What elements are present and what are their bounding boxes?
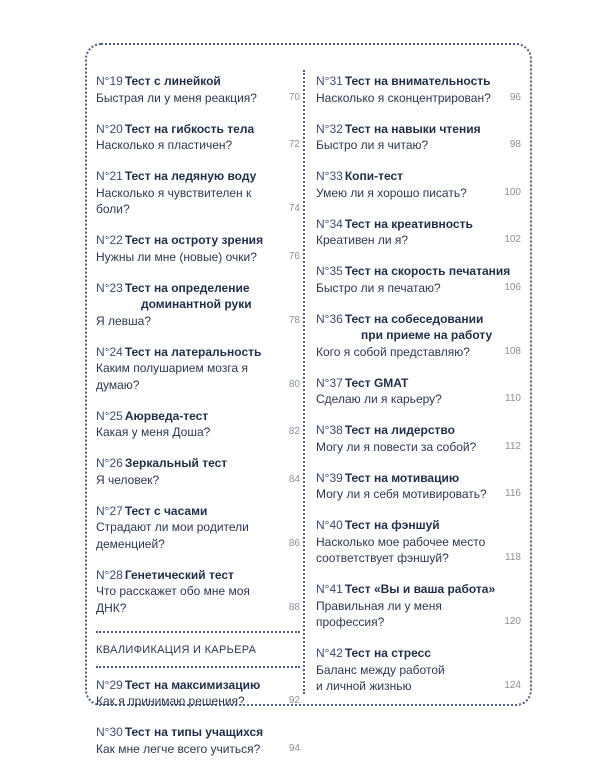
toc-entry-number: N°29 [96, 677, 123, 692]
toc-entry[interactable] [316, 121, 521, 154]
toc-entry-number: N°22 [96, 233, 123, 247]
toc-entry-subtitle: и личной жизнью [316, 679, 412, 693]
toc-entry-page-number: 124 [504, 680, 521, 691]
toc-entry-title-text: Тест GMAT [344, 375, 409, 390]
toc-entry-subtitle: Каким полушарием мозга я думаю? [96, 361, 248, 392]
section-heading: КВАЛИФИКАЦИЯ И КАРЬЕРА [96, 643, 257, 656]
toc-entry[interactable] [316, 375, 521, 408]
toc-entry-page-number: 72 [288, 139, 300, 150]
toc-entry-page-number: 88 [288, 601, 300, 613]
toc-entry-subtitle: Страдают ли мои родители деменцией? [96, 520, 249, 551]
toc-entry-title-text: Тест на лидерство [344, 423, 455, 437]
toc-entry-number: N°25 [96, 408, 123, 423]
section-rule-top [96, 631, 300, 633]
toc-entry-page-number: 96 [509, 91, 521, 103]
toc-entry-title [316, 375, 521, 392]
toc-left-column [96, 73, 300, 772]
toc-entry-subtitle: Умею ли я хорошо писать? [316, 185, 467, 200]
toc-entry-title-text: Тест на внимательность [344, 74, 491, 88]
toc-entry-subtitle: Я левша? [96, 313, 152, 328]
toc-entry-number: N°23 [96, 280, 123, 295]
toc-entry-number: N°39 [316, 470, 343, 485]
toc-entry[interactable] [316, 216, 521, 249]
toc-entry[interactable] [316, 517, 521, 567]
toc-entry-page-number: 80 [288, 378, 300, 390]
toc-entry-title [316, 121, 521, 138]
toc-entry[interactable] [96, 232, 300, 265]
toc-entry-page-number: 106 [504, 281, 521, 293]
toc-left-list [96, 73, 300, 616]
toc-entry-number: N°27 [96, 503, 123, 518]
toc-entry-page-number: 78 [288, 314, 300, 326]
toc-entry[interactable] [96, 280, 300, 330]
toc-entry-page-number: 86 [288, 537, 300, 549]
toc-entry-page-number: 94 [288, 742, 300, 754]
toc-entry[interactable] [96, 724, 300, 757]
toc-entry-subtitle: Как мне легче всего учиться? [96, 741, 261, 756]
toc-entry-title-text: Тест на определение [124, 280, 250, 295]
toc-entry-title [96, 168, 300, 185]
toc-entry-title [96, 455, 300, 472]
toc-entry-number: N°31 [316, 74, 343, 88]
toc-entry[interactable] [316, 73, 521, 106]
toc-entry[interactable] [96, 344, 300, 394]
toc-entry-page-number: 98 [509, 139, 521, 150]
toc-entry-title-continuation: доминантной руки [141, 297, 252, 311]
toc-entry-title [96, 121, 300, 138]
toc-entry-title-text: Тест с часами [124, 503, 208, 518]
toc-entry-subtitle: Быстро ли я печатаю? [316, 280, 441, 295]
toc-entry-title-text: Тест на фэншуй [344, 518, 440, 532]
toc-entry-title [316, 216, 521, 233]
toc-entry-subtitle: Насколько я пластичен? [96, 138, 233, 152]
toc-entry-title [316, 470, 521, 487]
toc-entry[interactable] [96, 503, 300, 553]
toc-entry-title [316, 422, 521, 439]
toc-entry-title-text: Тест на стресс [344, 646, 431, 660]
toc-entry-subtitle: Как я принимаю решения? [96, 694, 245, 708]
toc-entry-number: N°30 [96, 725, 123, 739]
section-rule-bottom [96, 666, 300, 668]
toc-entry[interactable] [96, 455, 300, 488]
toc-entry-subtitle: соответствует фэншуй? [316, 551, 449, 565]
toc-entry-number: N°20 [96, 121, 123, 136]
toc-entry[interactable] [316, 470, 521, 503]
toc-left-list-after [96, 677, 300, 758]
toc-right-list [316, 73, 521, 695]
toc-entry-subtitle: Сделаю ли я карьеру? [316, 392, 442, 406]
toc-entry-page-number: 84 [288, 473, 300, 485]
toc-entry-title-text: Копи-тест [344, 169, 404, 183]
toc-entry-subtitle: Какая у меня Доша? [96, 425, 211, 439]
toc-entry-subtitle: Баланс между работой [316, 662, 445, 677]
toc-entry-title-text: Тест на латеральность [124, 344, 262, 359]
toc-entry-number: N°42 [316, 646, 343, 660]
toc-entry[interactable] [96, 168, 300, 218]
toc-entry-page-number: 82 [288, 426, 300, 437]
toc-entry-title [316, 73, 521, 90]
toc-entry-number: N°21 [96, 169, 123, 183]
toc-entry[interactable] [316, 645, 521, 695]
toc-entry-title [96, 724, 300, 741]
toc-entry-title-text: Зеркальный тест [124, 456, 228, 470]
toc-entry-number: N°41 [316, 582, 343, 596]
toc-entry-page-number: 70 [288, 91, 300, 103]
toc-entry-title-continuation: при приеме на работу [361, 328, 493, 342]
toc-entry-number: N°40 [316, 518, 343, 532]
toc-entry-number: N°28 [96, 567, 123, 582]
toc-entry-page-number: 92 [288, 695, 300, 706]
toc-entry[interactable] [316, 581, 521, 631]
toc-entry-number: N°38 [316, 423, 343, 437]
toc-entry-title-text: Тест на навыки чтения [344, 121, 481, 136]
toc-entry-subtitle: Могу ли я себя мотивировать? [316, 487, 487, 501]
toc-entry-subtitle: Я человек? [96, 472, 160, 487]
toc-entry-number: N°19 [96, 74, 123, 88]
toc-entry-title [316, 517, 521, 534]
toc-entry[interactable] [96, 408, 300, 441]
toc-entry-page-number: 76 [288, 250, 300, 262]
toc-entry-page-number: 74 [288, 203, 300, 214]
toc-entry-number: N°24 [96, 344, 123, 359]
toc-entry-subtitle: Насколько я сконцентрирован? [316, 90, 491, 105]
toc-entry-title [96, 677, 300, 694]
toc-entry[interactable] [316, 422, 521, 455]
toc-entry[interactable] [96, 121, 300, 154]
toc-entry-title [96, 280, 300, 313]
toc-entry-title-text: Аюрведа-тест [124, 408, 209, 423]
toc-entry-title [316, 263, 521, 280]
toc-entry-page-number: 108 [504, 345, 521, 357]
toc-entry-title [96, 408, 300, 425]
toc-entry-number: N°35 [316, 264, 343, 278]
toc-entry-subtitle: Что расскажет обо мне моя ДНК? [96, 584, 250, 615]
toc-entry-page-number: 110 [505, 393, 521, 404]
toc-entry-title [316, 581, 521, 598]
toc-entry-subtitle: Насколько я чувствителен к боли? [96, 185, 252, 216]
toc-entry-title-text: Тест на собеседовании [344, 311, 484, 326]
toc-entry-title [96, 567, 300, 584]
toc-entry[interactable] [316, 263, 521, 296]
toc-entry-title-text: Тест «Вы и ваша работа» [344, 582, 496, 596]
toc-entry-subtitle: Креативен ли я? [316, 233, 409, 247]
toc-entry-subtitle: Нужны ли мне (новые) очки? [96, 249, 257, 264]
toc-entry-page-number: 120 [504, 616, 521, 627]
toc-entry-subtitle: Быстрая ли у меня реакция? [96, 90, 257, 105]
toc-entry-title [316, 645, 521, 662]
column-divider [303, 70, 305, 694]
toc-entry-title-text: Тест на гибкость тела [124, 121, 255, 136]
toc-entry-title-text: Тест на мотивацию [344, 470, 460, 485]
toc-entry-page-number: 112 [505, 440, 521, 452]
toc-entry-number: N°32 [316, 121, 343, 136]
toc-entry-number: N°34 [316, 216, 343, 231]
toc-right-column [316, 73, 521, 709]
toc-entry-title-text: Тест на ледяную воду [124, 169, 257, 183]
toc-entry-page-number: 100 [504, 186, 521, 198]
toc-entry[interactable] [96, 677, 300, 710]
toc-entry-title-text: Тест на креативность [344, 216, 473, 231]
toc-entry-number: N°26 [96, 456, 123, 470]
toc-entry[interactable] [316, 168, 521, 201]
toc-entry-title-text: Тест на максимизацию [124, 677, 261, 692]
toc-entry-number: N°37 [316, 375, 343, 390]
toc-entry-number: N°36 [316, 311, 343, 326]
toc-entry-title [316, 311, 521, 344]
toc-entry-page-number: 116 [505, 488, 521, 499]
toc-entry[interactable] [96, 567, 300, 617]
toc-entry[interactable] [96, 73, 300, 106]
toc-entry[interactable] [316, 311, 521, 361]
toc-entry-title-text: Тест на скорость печатания [344, 264, 511, 278]
toc-entry-page-number: 102 [504, 234, 521, 245]
toc-entry-title [96, 73, 300, 90]
toc-entry-title [96, 344, 300, 361]
toc-entry-title [316, 168, 521, 185]
toc-entry-subtitle: Правильная ли у меня профессия? [316, 598, 442, 629]
toc-entry-title-text: Тест на остроту зрения [124, 233, 264, 247]
toc-entry-subtitle: Быстро ли я читаю? [316, 138, 429, 152]
toc-entry-title-text: Тест на типы учащихся [124, 725, 264, 739]
toc-entry-title [96, 232, 300, 249]
toc-entry-number: N°33 [316, 169, 343, 183]
toc-entry-title-text: Тест с линейкой [124, 74, 221, 88]
toc-entry-subtitle: Насколько мое рабочее место [316, 534, 486, 549]
toc-entry-title-text: Генетический тест [124, 567, 234, 582]
toc-entry-title [96, 503, 300, 520]
toc-entry-page-number: 118 [505, 552, 521, 563]
toc-entry-subtitle: Могу ли я повести за собой? [316, 439, 477, 454]
toc-entry-subtitle: Кого я собой представляю? [316, 344, 470, 359]
